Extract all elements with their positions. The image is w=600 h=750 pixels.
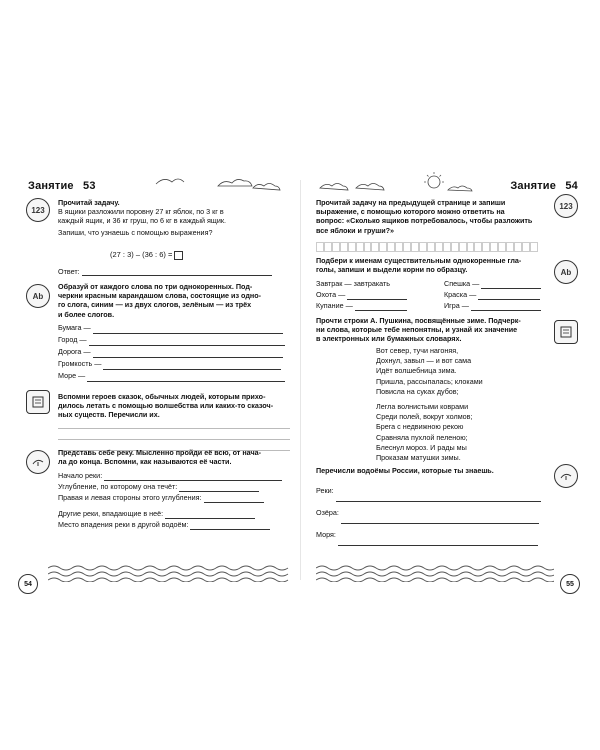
water-row: Моря: — [316, 524, 541, 546]
word-row: Громкость — — [58, 358, 290, 370]
task-3 — [316, 316, 546, 344]
water-row: Реки: — [316, 480, 541, 502]
lesson-label: Занятие — [28, 180, 74, 192]
waves-decoration — [316, 562, 554, 582]
expression: (27 : 3) – (36 : 6) = — [110, 250, 183, 260]
river-field[interactable] — [190, 522, 270, 530]
water-field[interactable] — [341, 516, 539, 524]
task-2-line: Подбери к именам существительным однокоренные гла- — [316, 256, 522, 265]
answer-row — [58, 267, 288, 276]
river-field[interactable] — [165, 511, 255, 519]
word-row: Бумага — — [58, 322, 290, 334]
task-3-line: в электронных или бумажных словарях. — [316, 334, 462, 344]
noun-list-2 — [444, 278, 541, 311]
task-2-line: Образуй от каждого слова по три однокоренных. Под- — [58, 282, 253, 291]
letters-icon: Ab — [26, 284, 50, 308]
answer-box[interactable] — [174, 251, 183, 260]
word-row: Дорога — — [58, 346, 290, 358]
page-53 — [24, 180, 290, 588]
word-row: Море — — [58, 370, 290, 382]
noun-list-1 — [316, 278, 407, 311]
task-4 — [316, 466, 546, 475]
task-2-line: го слога, синим — из двух слогов, зелёным — из трёх — [58, 300, 252, 310]
page-number: 54 — [18, 574, 38, 594]
task-2-line: черкни красным карандашом слова, состоящие из одно- — [58, 291, 262, 301]
task-4-line: ла до конца. Вспомни, как называются её части. — [58, 457, 232, 467]
river-row: Другие реки, впадающие в неё: — [58, 508, 290, 519]
bird-icon — [26, 450, 50, 474]
answer-field[interactable] — [82, 268, 272, 276]
task-1-line: Запиши, что узнаешь с помощью выражения? — [58, 227, 213, 237]
water-field[interactable] — [338, 538, 538, 546]
page-number: 55 — [560, 574, 580, 594]
task-1 — [316, 198, 546, 235]
task-1-line: все яблоки и груши?» — [316, 225, 395, 235]
poem-line: Дохнул, завыл — и вот сама — [376, 356, 472, 366]
noun-row: Спешка — — [444, 278, 541, 289]
task-4-line: Представь себе реку. Мысленно пройди её всю, от нача- — [58, 448, 262, 457]
task-2-line: голы, запиши и выдели корни по образцу. — [316, 265, 468, 275]
river-row: Правая и левая стороны этого углубления: — [58, 492, 290, 503]
poem-line: Сравняла пухлой пеленою; — [376, 432, 468, 442]
poem-line: Повисла на суках дубов; — [376, 386, 459, 396]
verb-field[interactable] — [347, 292, 407, 300]
task-2-line: и более слогов. — [58, 309, 115, 319]
task-3-line: дилось летать с помощью волшебства или каких-то сказоч- — [58, 401, 274, 411]
noun-row: Завтрак — завтракать — [316, 279, 391, 288]
poem-line: Легла волнистыми коврами — [376, 402, 469, 411]
bird-icon — [554, 464, 578, 488]
river-row: Начало реки: — [58, 470, 290, 481]
task-1-line: каждый ящик, и 36 кг груш, по 6 кг в каждый ящик. — [58, 216, 226, 226]
lesson-title — [510, 180, 578, 192]
letters-icon: Ab — [554, 260, 578, 284]
task-2 — [58, 282, 288, 319]
verb-field[interactable] — [471, 303, 541, 311]
word-list — [58, 322, 290, 382]
task-3-line: ни слова, которые тебе непонятны, и узнай их значение — [316, 325, 518, 335]
word-field[interactable] — [93, 350, 283, 358]
clouds-birds-decoration — [148, 172, 288, 194]
answer-grid[interactable] — [316, 242, 538, 250]
poem-line: Идёт волшебница зима. — [376, 366, 457, 376]
water-row: Озёра: — [316, 502, 541, 524]
write-line[interactable] — [58, 439, 290, 440]
poem-stanza-1 — [376, 346, 483, 397]
task-3-line: Прочти строки А. Пушкина, посвящённые зиме. Подчерк- — [316, 316, 521, 325]
noun-row: Краска — — [444, 289, 541, 300]
noun-row: Игра — — [444, 300, 541, 311]
poem-line: Проказам матушки зимы. — [376, 453, 461, 463]
river-row: Углубление, по которому она течёт: — [58, 481, 290, 492]
word-field[interactable] — [89, 338, 285, 346]
task-3 — [58, 392, 288, 420]
river-field[interactable] — [179, 484, 259, 492]
poem-line: Пришла, рассыпалась; клоками — [376, 376, 483, 386]
river-field[interactable] — [104, 473, 282, 481]
word-field[interactable] — [93, 326, 283, 334]
task-4-line: Перечисли водоёмы России, которые ты знаешь. — [316, 466, 494, 475]
noun-row: Купание — — [316, 300, 407, 311]
lesson-title — [28, 180, 96, 192]
verb-field[interactable] — [355, 303, 407, 311]
river-row: Место впадения реки в другой водоём: — [58, 519, 290, 530]
write-line[interactable] — [58, 428, 290, 429]
poem-stanza-2 — [376, 402, 472, 463]
poem-line: Вот север, тучи нагоняя, — [376, 346, 459, 355]
task-1-line: В ящики разложили поровну 27 кг яблок, по 3 кг в — [58, 207, 224, 217]
gutter — [300, 180, 301, 580]
task-1 — [58, 198, 288, 237]
water-field[interactable] — [336, 494, 541, 502]
numbers-icon: 123 — [26, 198, 50, 222]
noun-row: Охота — — [316, 289, 407, 300]
answer-label: Ответ: — [58, 267, 80, 276]
poem-line: Брега с недвижною рекою — [376, 422, 464, 432]
task-3-line: ных существ. Перечисли их. — [58, 410, 160, 420]
task-4 — [58, 448, 288, 466]
word-field[interactable] — [103, 362, 281, 370]
lesson-number: 54 — [565, 180, 578, 192]
word-row: Город — — [58, 334, 290, 346]
task-1-heading: Прочитай задачу. — [58, 198, 120, 207]
verb-field[interactable] — [481, 281, 541, 289]
river-field[interactable] — [204, 495, 264, 503]
river-parts — [58, 470, 290, 503]
water-list — [316, 480, 541, 546]
numbers-icon: 123 — [554, 194, 578, 218]
task-1-line: Прочитай задачу на предыдущей странице и запиши — [316, 198, 506, 207]
book-icon — [26, 390, 50, 414]
lesson-label: Занятие — [510, 180, 557, 192]
task-1-line: выражение, с помощью которого можно ответить на — [316, 207, 505, 217]
task-2 — [316, 256, 546, 274]
sun-clouds-decoration — [316, 172, 476, 194]
river-parts-2 — [58, 508, 290, 530]
book-icon — [554, 320, 578, 344]
task-3-line: Вспомни героев сказок, обычных людей, которым прихо- — [58, 392, 266, 401]
page-54 — [316, 180, 578, 588]
poem-line: Среди полей, вокруг холмов; — [376, 412, 473, 422]
waves-decoration — [48, 562, 290, 582]
word-field[interactable] — [87, 374, 285, 382]
lesson-number: 53 — [83, 180, 96, 192]
poem-line: Блеснул мороз. И рады мы — [376, 442, 467, 452]
verb-field[interactable] — [478, 292, 540, 300]
task-1-line: вопрос: «Сколько ящиков потребовалось, чтобы разложить — [316, 216, 533, 226]
